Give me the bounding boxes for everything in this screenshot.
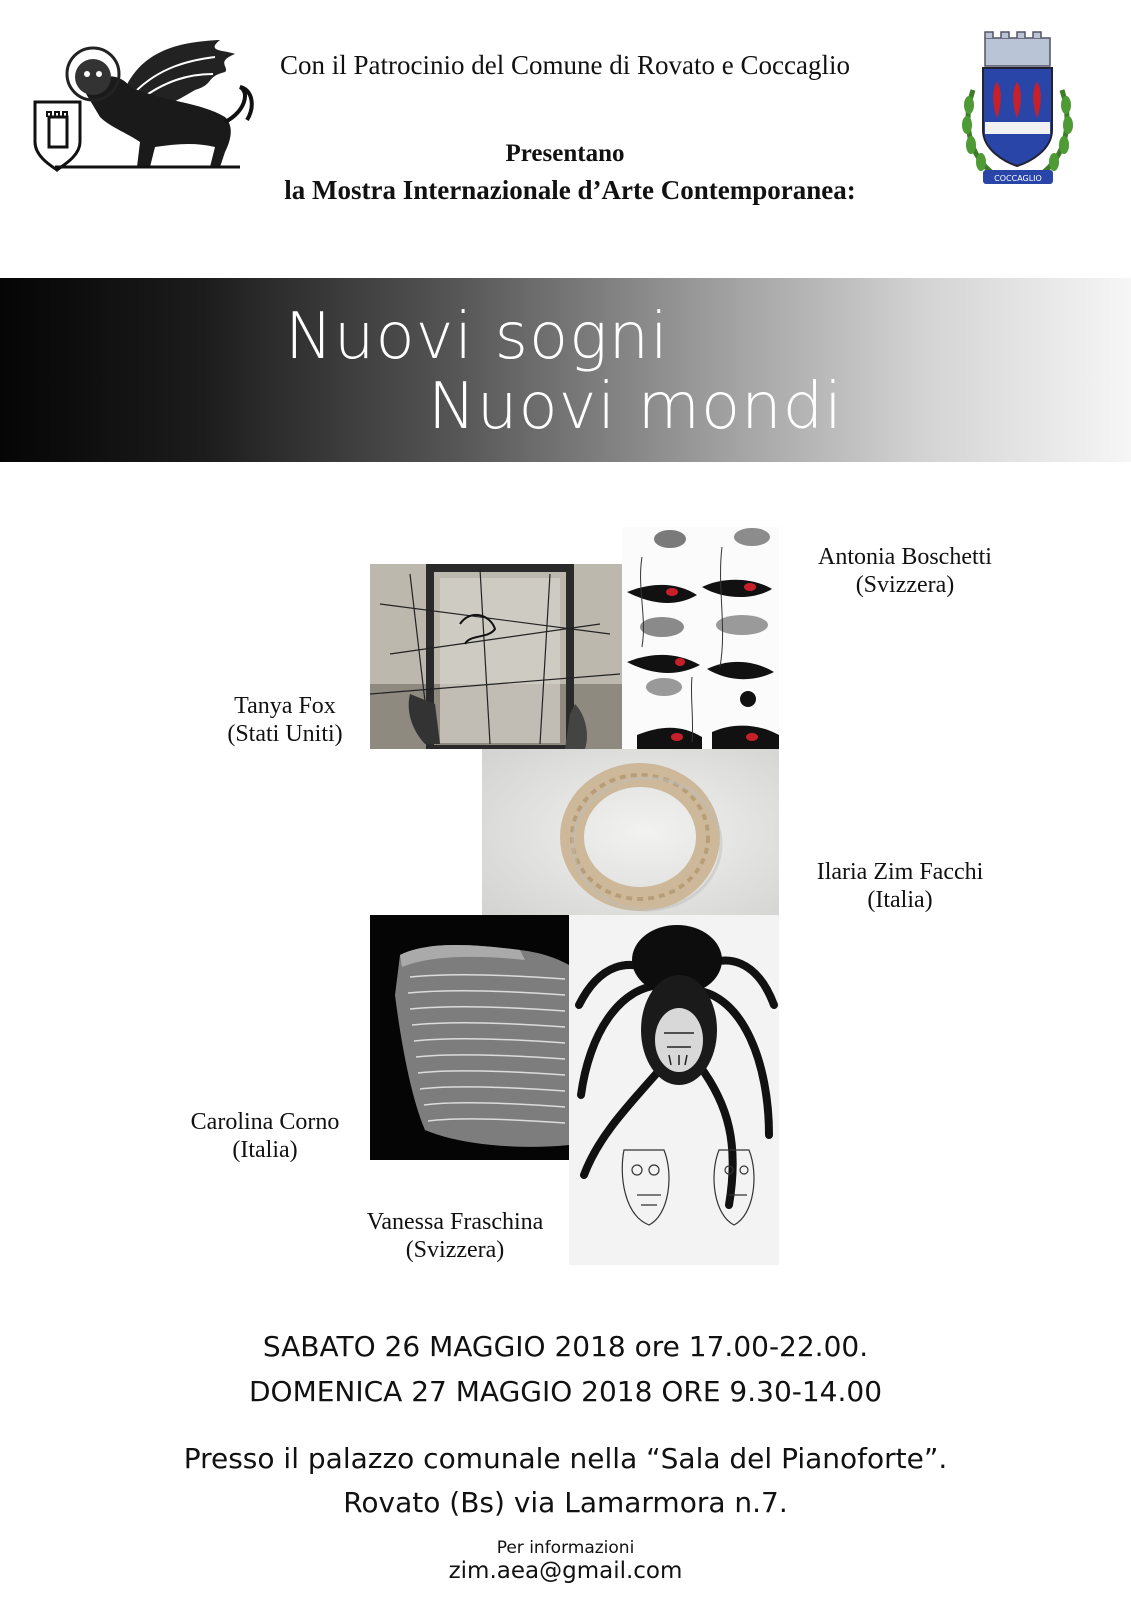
patronage-text: Con il Patrocinio del Comune di Rovato e Coccaglio (280, 50, 850, 80)
contact-email[interactable]: zim.aea@gmail.com (448, 1558, 683, 1584)
artwork-carolina-corno (370, 915, 569, 1160)
artist-label (170, 1108, 360, 1164)
title-line-2: Nuovi mondi (428, 370, 844, 444)
artist-label (790, 858, 1010, 914)
coccaglio-ribbon-text: COCCAGLIO (994, 174, 1042, 183)
artist-name: Ilaria Zim Facchi (816, 859, 984, 885)
artwork-ilaria-zim-facchi (482, 749, 779, 915)
artist-name: Vanessa Fraschina (366, 1209, 544, 1235)
artist-name: Carolina Corno (190, 1109, 340, 1135)
artist-label (200, 692, 370, 748)
artist-country: (Svizzera) (405, 1237, 505, 1263)
artwork-vanessa-fraschina (569, 915, 779, 1265)
artist-country: (Italia) (232, 1137, 298, 1163)
artwork-antonia-boschetti (622, 527, 779, 749)
schedule-sunday: DOMENICA 27 MAGGIO 2018 ORE 9.30-14.00 (248, 1375, 883, 1408)
artist-name: Antonia Boschetti (818, 544, 992, 570)
artist-label (790, 543, 1020, 599)
presentano-text: Presentano (505, 140, 625, 167)
coat-of-arms-icon (955, 30, 1080, 188)
title-line-1: Nuovi sogni (285, 300, 669, 374)
artist-country: (Stati Uniti) (227, 721, 343, 747)
coat-of-arms-logo (955, 30, 1080, 188)
exhibition-subtitle: la Mostra Internazionale d’Arte Contemporanea: (284, 175, 856, 205)
artwork-tanya-fox (370, 564, 622, 749)
contact-label: Per informazioni (496, 1538, 635, 1558)
artist-label (345, 1208, 565, 1264)
winged-lion-logo (25, 32, 255, 172)
schedule-saturday: SABATO 26 MAGGIO 2018 ore 17.00-22.00. (262, 1330, 869, 1363)
artist-name: Tanya Fox (234, 693, 336, 719)
artist-country: (Italia) (867, 887, 933, 913)
venue-line-2: Rovato (Bs) via Lamarmora n.7. (343, 1486, 788, 1519)
winged-lion-icon (25, 32, 255, 172)
venue-line-1: Presso il palazzo comunale nella “Sala del Pianoforte”. (183, 1442, 948, 1475)
artist-country: (Svizzera) (855, 572, 955, 598)
